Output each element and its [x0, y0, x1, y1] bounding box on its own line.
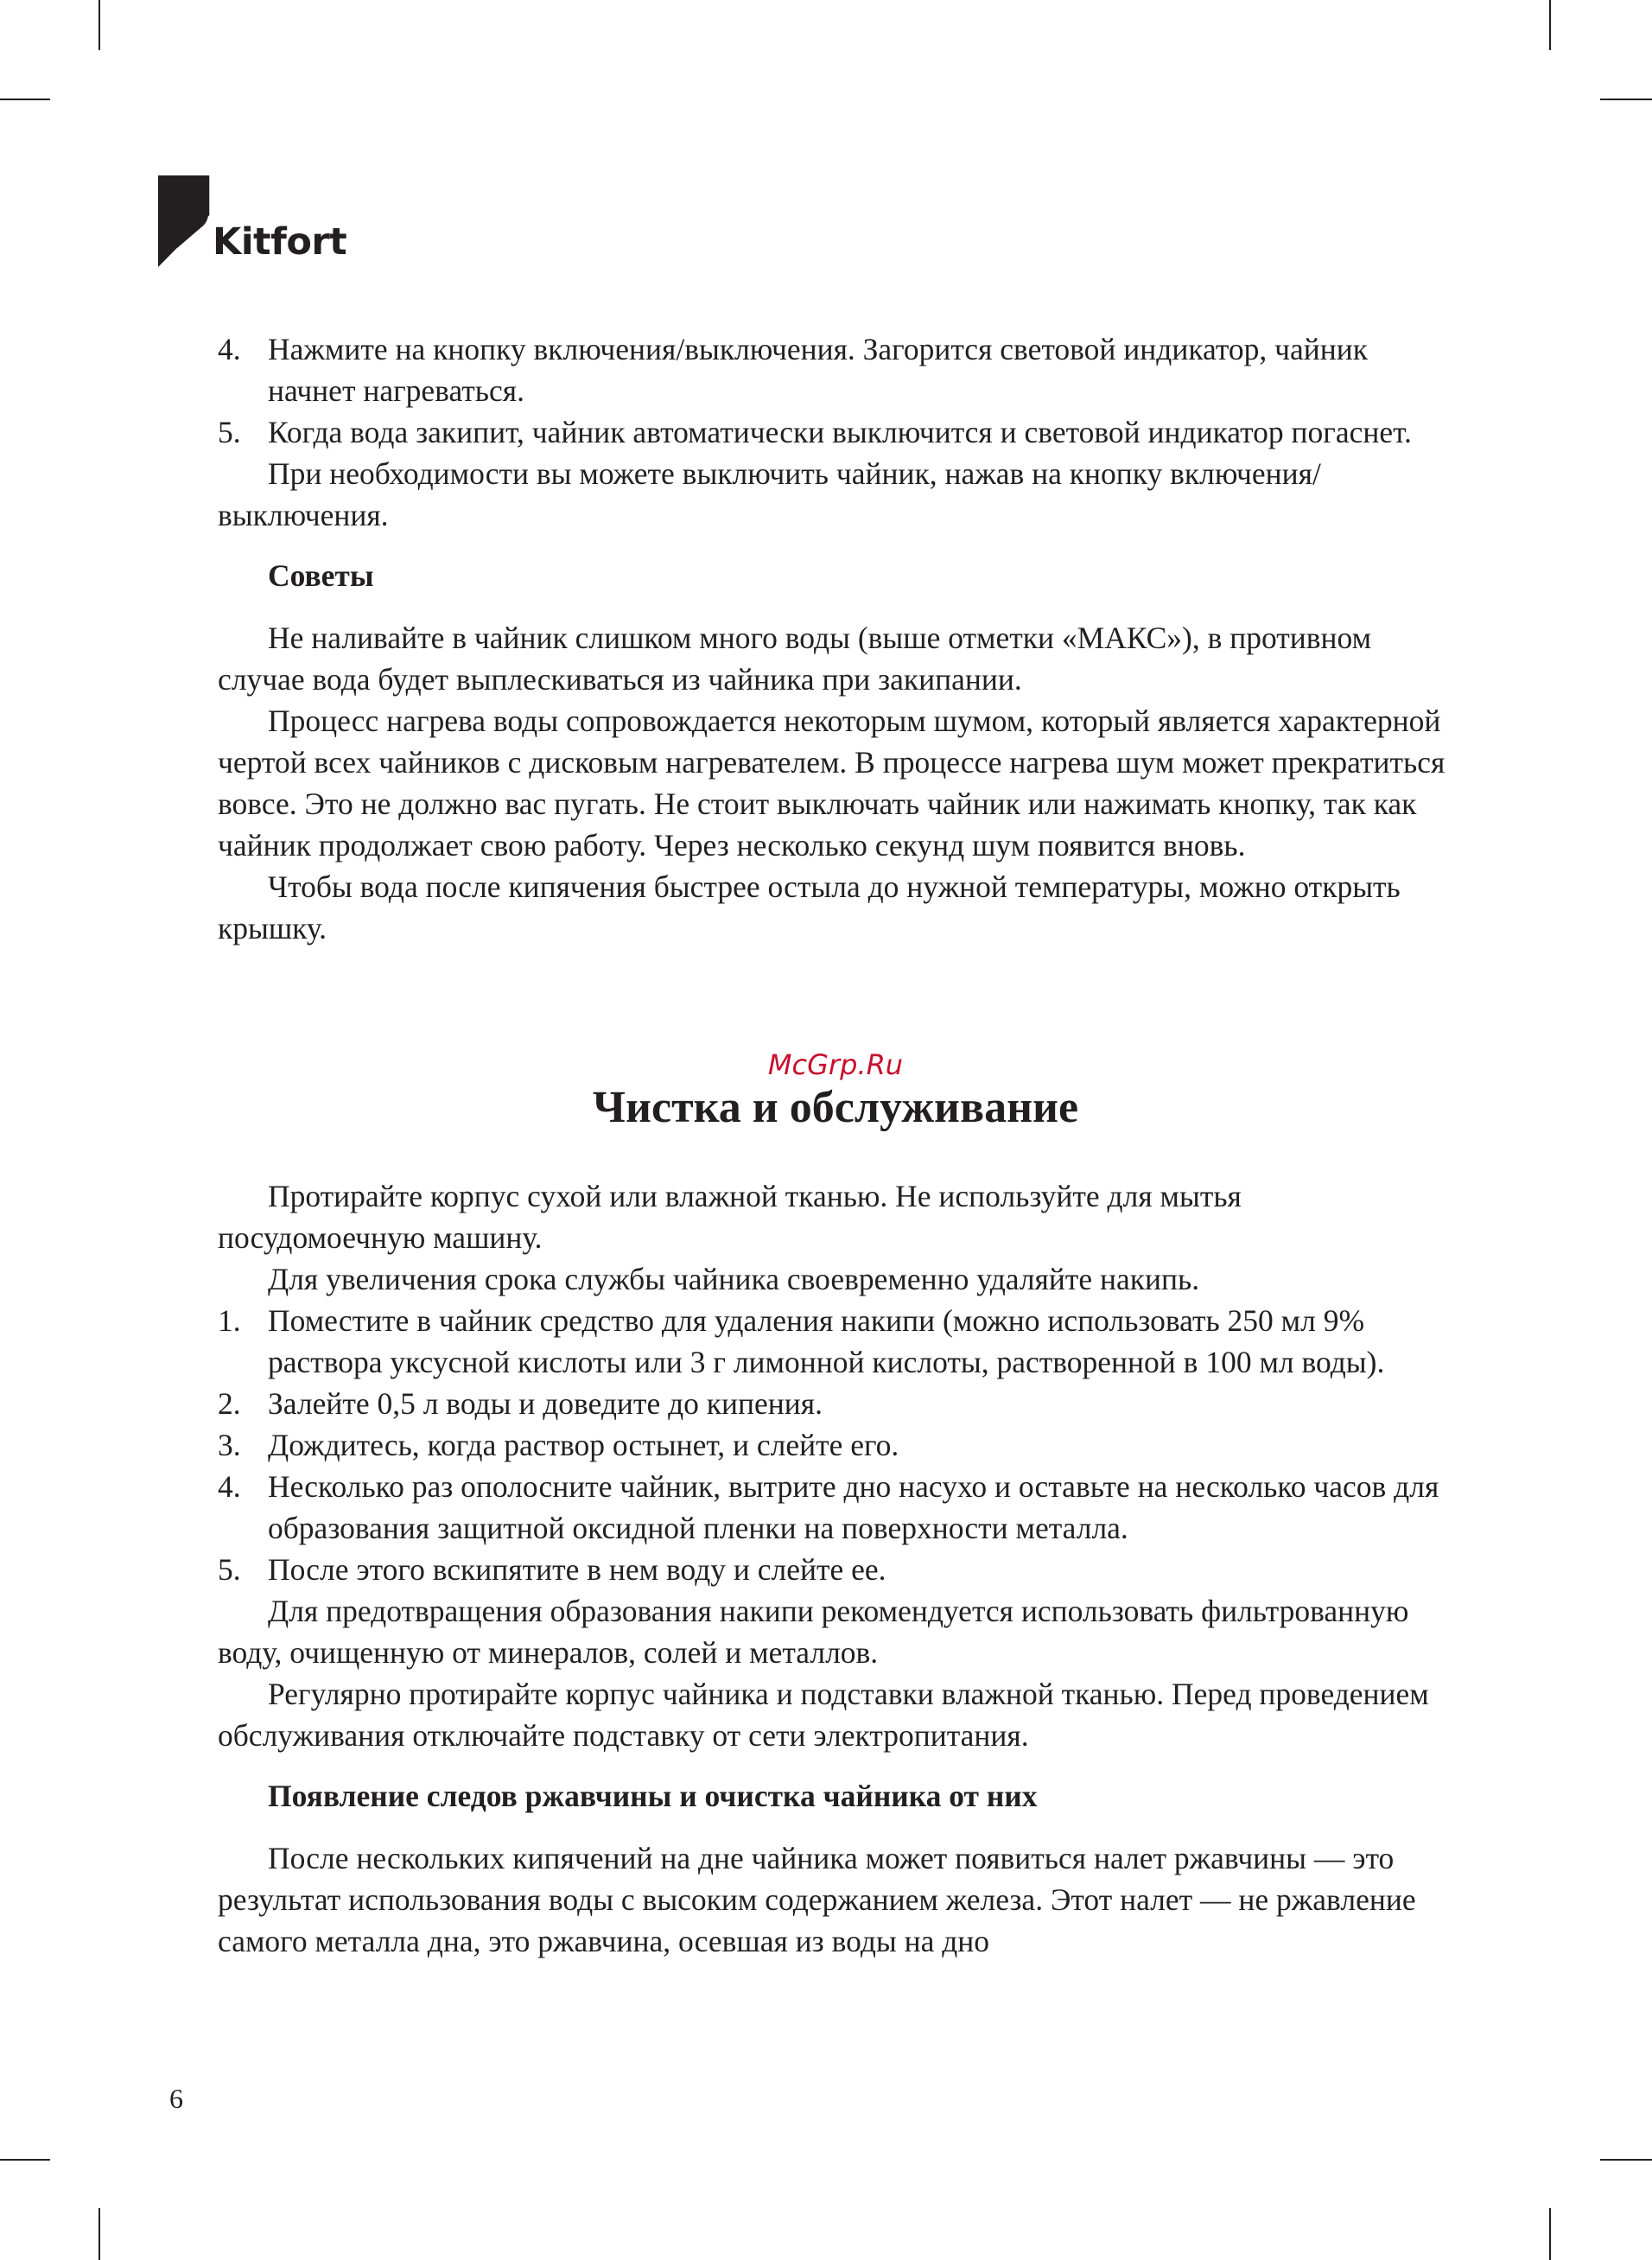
list-text: Когда вода закипит, чайник автоматически выключится и световой индикатор погаснет.	[268, 415, 1412, 449]
list-text: Несколько раз ополосните чайник, вытрите дно насухо и оставьте на несколько часов для образования защитной оксидной пленки на поверхности металла.	[268, 1469, 1439, 1545]
paragraph-switch-off-note: При необходимости вы можете выключить чайник, нажав на кнопку включения/выключения.	[218, 456, 1321, 532]
paragraph: Чтобы вода после кипячения быстрее остыла до нужной температуры, можно открыть крышку.	[218, 869, 1401, 945]
list-number: 4.	[218, 1469, 241, 1504]
crop-mark-bottom-left-v	[98, 2208, 100, 2260]
list-number: 2.	[218, 1386, 241, 1421]
kitfort-bookmark-icon	[158, 175, 210, 267]
crop-mark-bottom-right-v	[1549, 2208, 1551, 2260]
list-number: 5.	[218, 415, 241, 449]
list-text: Поместите в чайник средство для удаления накипи (можно использовать 250 мл 9% раствора уксусной кислоты или 3 г лимонной кислоты, растворенной в 100 мл воды).	[268, 1303, 1385, 1379]
crop-mark-bottom-left-h	[0, 2159, 50, 2161]
crop-mark-top-right-h	[1600, 99, 1652, 100]
crop-mark-top-left-h	[0, 99, 50, 100]
watermark: McGrp.Ru	[767, 1048, 904, 1081]
list-item	[218, 328, 1453, 411]
list-text: Нажмите на кнопку включения/выключения. Загорится световой индикатор, чайник начнет нагреваться.	[268, 332, 1369, 408]
section-title: Чистка и обслуживание	[592, 1083, 1079, 1132]
rust-heading: Появление следов ржавчины и очистка чайника от них	[268, 1779, 1038, 1813]
page-number: 6	[169, 2083, 183, 2114]
list-item	[218, 1300, 1453, 1383]
list-text: Залейте 0,5 л воды и доведите до кипения.	[268, 1386, 823, 1421]
tips-heading: Советы	[268, 558, 374, 593]
brand-name: Kitfort	[213, 220, 347, 264]
paragraph: Процесс нагрева воды сопровождается некоторым шумом, который является характерной чертой всех чайников с дисковым нагревателем. В процессе нагрева шум может прекратиться вовсе. Это не должно вас пугать. Не стоит выключать чайник или нажимать кнопку, так как чайник продолжает свою работу. Через несколько секунд шум появится вновь.	[218, 703, 1446, 863]
list-text: После этого вскипятите в нем воду и слейте ее.	[268, 1552, 886, 1587]
list-number: 3.	[218, 1428, 241, 1462]
list-text: Дождитесь, когда раствор остынет, и слейте его.	[268, 1428, 899, 1462]
crop-mark-bottom-right-h	[1600, 2159, 1652, 2161]
list-number: 5.	[218, 1552, 241, 1587]
list-item	[218, 1383, 1453, 1424]
paragraph: Для увеличения срока службы чайника своевременно удаляйте накипь.	[268, 1262, 1200, 1296]
paragraph: Не наливайте в чайник слишком много воды (выше отметки «МАКС»), в противном случае вода будет выплескиваться из чайника при закипании.	[218, 621, 1372, 697]
paragraph: Протирайте корпус сухой или влажной тканью. Не используйте для мытья посудомоечную машину.	[218, 1179, 1242, 1255]
page-content	[218, 328, 1453, 1962]
crop-mark-top-left-v	[98, 0, 100, 50]
crop-mark-top-right-v	[1549, 0, 1551, 50]
paragraph: Для предотвращения образования накипи рекомендуется использовать фильтрованную воду, очищенную от минералов, солей и металлов.	[218, 1594, 1409, 1670]
paragraph: После нескольких кипячений на дне чайника может появиться налет ржавчины — это результат использования воды с высоким содержанием железа. Этот налет — не ржавление самого металла дна, это ржавчина, осевшая из воды на дно	[218, 1841, 1416, 1958]
list-item	[218, 1549, 1453, 1590]
list-number: 1.	[218, 1303, 241, 1338]
list-number: 4.	[218, 332, 241, 366]
list-item	[218, 411, 1453, 453]
list-item	[218, 1424, 1453, 1466]
brand-logo	[158, 175, 365, 271]
paragraph: Регулярно протирайте корпус чайника и подставки влажной тканью. Перед проведением обслуживания отключайте подставку от сети электропитания.	[218, 1677, 1429, 1753]
list-item	[218, 1466, 1453, 1549]
